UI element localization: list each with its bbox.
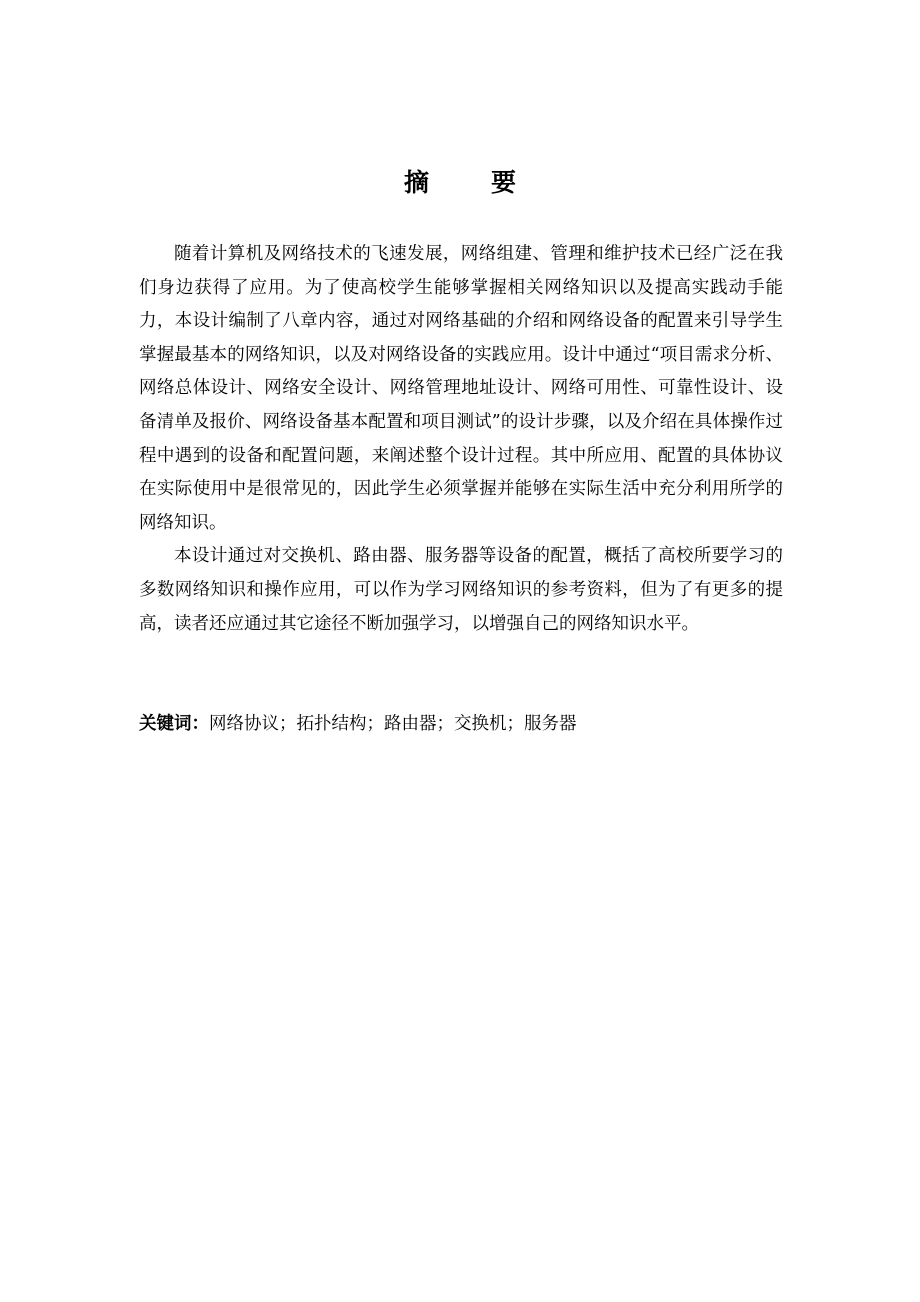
- keywords-line: [139, 708, 783, 742]
- abstract-body: [139, 238, 783, 641]
- abstract-paragraph-1: 随着计算机及网络技术的飞速发展，网络组建、管理和维护技术已经广泛在我们身边获得了应用。为了使高校学生能够掌握相关网络知识以及提高实践动手能力，本设计编制了八章内容，通过对网络基础的介绍和网络设备的配置来引导学生掌握最基本的网络知识，以及对网络设备的实践应用。设计中通过“项目需求分析、网络总体设计、网络安全设计、网络管理地址设计、网络可用性、可靠性设计、设备清单及报价、网络设备基本配置和项目测试”的设计步骤，以及介绍在具体操作过程中遇到的设备和配置问题，来阐述整个设计过程。其中所应用、配置的具体协议在实际使用中是很常见的，因此学生必须掌握并能够在实际生活中充分利用所学的网络知识。: [139, 244, 783, 533]
- abstract-title: [0, 163, 920, 203]
- keywords-label: 关键词：: [139, 714, 209, 734]
- title-char-2: 要: [491, 168, 517, 197]
- abstract-paragraph-2: 本设计通过对交换机、路由器、服务器等设备的配置，概括了高校所要学习的多数网络知识和操作应用，可以作为学习网络知识的参考资料，但为了有更多的提高，读者还应通过其它途径不断加强学习，以增强自己的网络知识水平。: [139, 546, 783, 634]
- keywords-value: 网络协议；拓扑结构；路由器；交换机；服务器: [209, 714, 577, 734]
- title-char-1: 摘: [403, 168, 429, 197]
